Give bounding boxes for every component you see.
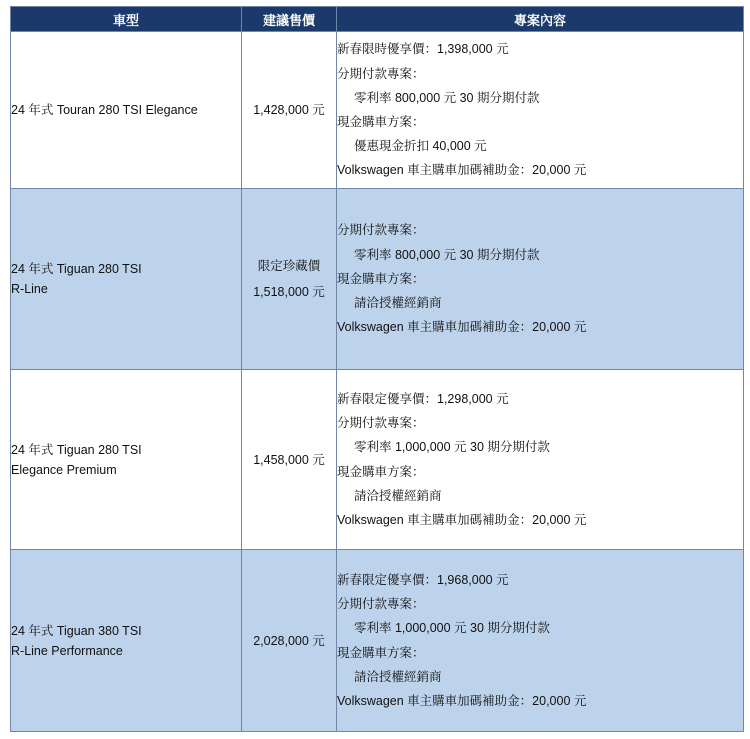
- model-name: 24 年式 Tiguan 280 TSI: [11, 442, 142, 457]
- model-name: 24 年式 Tiguan 280 TSI: [11, 262, 142, 276]
- offer-line: 新春限時優享價：1,398,000 元: [337, 42, 509, 57]
- table-row: [11, 32, 744, 189]
- promo-table: [10, 6, 744, 732]
- promo-table-wrapper: [10, 6, 743, 732]
- offer-line: 零利率 800,000 元 30 期分期付款: [354, 90, 540, 105]
- price-cell: [242, 32, 337, 189]
- offer-line: 現金購車方案：: [337, 464, 425, 479]
- offer-line: 零利率 800,000 元 30 期分期付款: [354, 247, 540, 262]
- offer-line: 新春限定優享價：1,298,000 元: [337, 391, 509, 406]
- model-cell: [11, 370, 242, 550]
- table-row: [11, 370, 744, 550]
- price-value: 2,028,000 元: [253, 633, 325, 648]
- offer-line: 現金購車方案：: [337, 271, 425, 286]
- offer-line: Volkswagen 車主購車加碼補助金：20,000 元: [337, 320, 587, 335]
- offer-line: 現金購車方案：: [337, 645, 425, 660]
- offer-line: 請洽授權經銷商: [354, 669, 442, 684]
- table-header-row: [11, 7, 744, 32]
- price-cell: [242, 189, 337, 370]
- model-trim: Elegance Premium: [11, 462, 117, 477]
- price-value: 1,428,000 元: [253, 103, 325, 117]
- model-name: 24 年式 Tiguan 380 TSI: [11, 623, 142, 638]
- table-row: [11, 550, 744, 732]
- offer-cell: [337, 189, 744, 370]
- offer-cell: [337, 370, 744, 550]
- price-label: 限定珍藏價: [257, 259, 321, 273]
- offer-line: 零利率 1,000,000 元 30 期分期付款: [354, 621, 550, 636]
- offer-line: 零利率 1,000,000 元 30 期分期付款: [354, 440, 550, 455]
- model-cell: [11, 32, 242, 189]
- price-cell: [242, 550, 337, 732]
- offer-line: 請洽授權經銷商: [354, 488, 442, 503]
- offer-cell: [337, 32, 744, 189]
- table-row: [11, 189, 744, 370]
- offer-line: Volkswagen 車主購車加碼補助金：20,000 元: [337, 163, 587, 178]
- price-value: 1,458,000 元: [253, 452, 325, 467]
- offer-line: 分期付款專案：: [337, 223, 425, 238]
- offer-line: 分期付款專案：: [337, 66, 425, 81]
- price-cell: [242, 370, 337, 550]
- price-value: 1,518,000 元: [253, 285, 325, 299]
- offer-line: 優惠現金折扣 40,000 元: [354, 139, 487, 154]
- model-cell: [11, 550, 242, 732]
- offer-line: Volkswagen 車主購車加碼補助金：20,000 元: [337, 693, 587, 708]
- header-price: 建議售價: [242, 7, 337, 32]
- model-name: 24 年式 Touran 280 TSI Elegance: [11, 103, 198, 117]
- header-model: 車型: [11, 7, 242, 32]
- offer-cell: [337, 550, 744, 732]
- offer-line: 分期付款專案：: [337, 597, 425, 612]
- model-trim: R-Line Performance: [11, 643, 123, 658]
- model-cell: [11, 189, 242, 370]
- offer-line: 請洽授權經銷商: [354, 296, 442, 311]
- offer-line: 分期付款專案：: [337, 416, 425, 431]
- offer-line: 新春限定優享價：1,968,000 元: [337, 572, 509, 587]
- header-offer: 專案內容: [337, 7, 744, 32]
- offer-line: Volkswagen 車主購車加碼補助金：20,000 元: [337, 512, 587, 527]
- model-trim: R-Line: [11, 282, 48, 296]
- offer-line: 現金購車方案：: [337, 115, 425, 129]
